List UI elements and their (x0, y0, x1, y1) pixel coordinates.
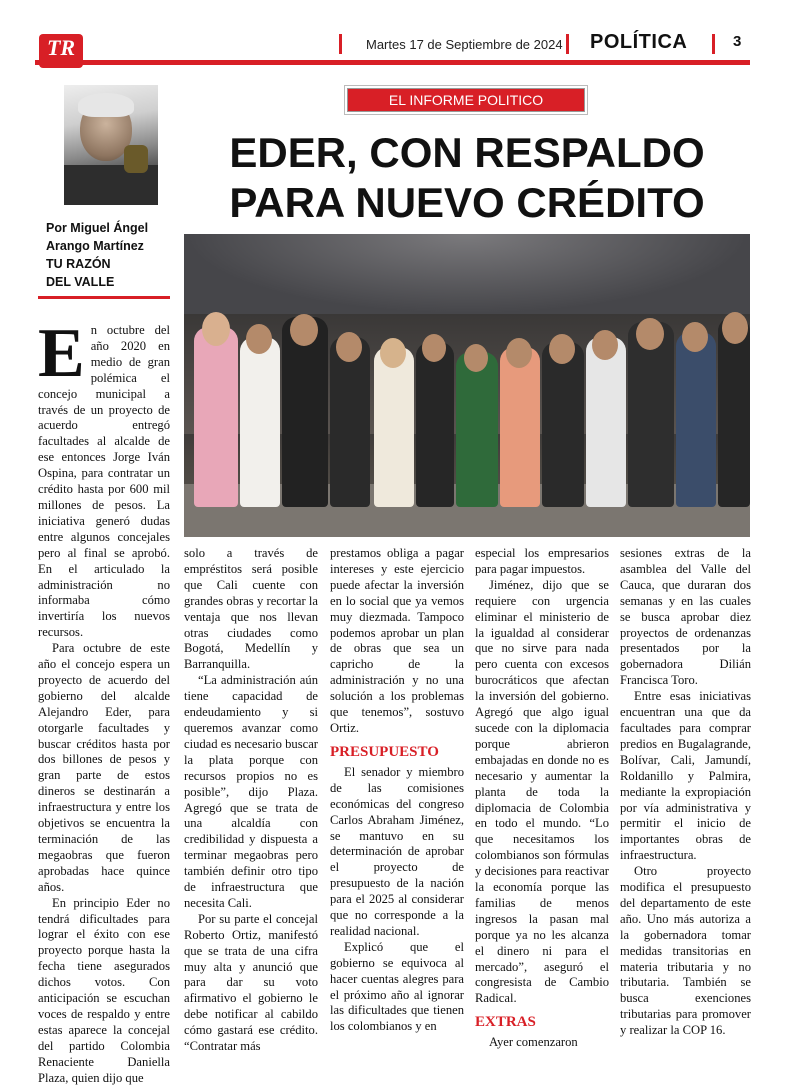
paragraph: Otro proyecto modifica el presupuesto del departamento de este año. Uno más autoriza a la gobernadora tomar medidas transitorias en materia tributaria y no tributaria. También se busca exenciones tributarias para promover y realizar la COP 16. (620, 864, 751, 1038)
paragraph: Jiménez, dijo que se requiere con urgencia eliminar el ministerio de la igualdad al considerar que no sirve para nada pero cuenta con excesos burocráticos que afectan la inversión del gobierno. Agregó que algo igual sucede con la diplomacia porque abrieron embajadas en donde no es necesario y aumentar la planta de toda la diplomacia de Colombia en todo el mundo. “Lo que necesitamos los colombianos son fórmulas y decisiones para reactivar la economía porque las familias de menos ingresos la pasan mal porque ya no les alcanza el dinero ni para el mercado”, aseguró el congresista de Cambio Radical. (475, 577, 609, 1006)
paragraph: n octubre del año 2020 en medio de gran polémica el concejo municipal a través de un proyecto de acuerdo entregó facultades al alcalde de ese entonces Jorge Iván Ospina, para contratar un crédito hasta por 600 mil millones de pesos. La iniciativa generó dudas entre algunos concejales pero al final se aprobó. En el articulado la administración no informaba cómo invertiría los nuevos recursos. (38, 323, 170, 640)
article-headline (184, 128, 750, 228)
article-column-1 (38, 315, 170, 1087)
header-divider (712, 34, 715, 54)
header-rule (35, 60, 750, 65)
paragraph: solo a través de empréstitos será posible que Cali cuente con grandes obras y recortar la ventaja que nos llevan otras ciudades como Bogotá, Medellín y Barranquilla. (184, 546, 318, 672)
paragraph: Ayer comenzaron (489, 1035, 578, 1050)
column-kicker: EL INFORME POLITICO (347, 88, 585, 112)
header-divider (339, 34, 342, 54)
paragraph: Por su parte el concejal Roberto Ortiz, manifestó que se trata de una cifra muy alta y anunció que para dar su voto afirmativo el gobierno le debe notificar al cabildo cómo gastará ese crédito. “Contratar más (184, 911, 318, 1054)
paragraph: Para octubre de este año el concejo espera un proyecto de acuerdo del gobierno del alcalde Alejandro Eder, para otorgarle facultades y buscar créditos hasta por dos billones de pesos y gran parte de estos dineros se destinarán a infraestructura y entre los objetivos se encuentra la terminación de las megaobras que fueron aprobadas hace quince años. (38, 641, 170, 894)
author-outlet-line: TU RAZÓN (46, 257, 111, 271)
author-name-line: Arango Martínez (46, 239, 144, 253)
headline-line: PARA NUEVO CRÉDITO (229, 179, 705, 226)
paragraph: sesiones extras de la asamblea del Valle del Cauca, que duraran dos semanas y en las cuales se busca aprobar diez proyectos de ordenanzas presentados por la gobernadora Dilián Francisca Toro. (620, 546, 751, 688)
subheading-presupuesto: PRESUPUESTO (330, 743, 439, 760)
author-name-line: Por Miguel Ángel (46, 221, 149, 235)
article-column-2 (184, 546, 318, 1055)
article-column-4 (475, 546, 609, 1051)
newspaper-logo[interactable]: TR (39, 34, 83, 68)
article-column-5 (620, 546, 751, 1039)
paragraph: En principio Eder no tendrá dificultades para lograr el éxito con ese proyecto porque hasta la fecha tiene asegurados dichos votos. Con anticipación se escuchan voces de respaldo y entre estas aparece la concejal del partido Colombia Renaciente Daniella Plaza, quien dijo que (38, 895, 170, 1085)
header-divider (566, 34, 569, 54)
article-photo (184, 234, 750, 537)
author-photo (64, 85, 158, 205)
headline-line: EDER, CON RESPALDO (229, 129, 705, 176)
paragraph: Entre esas iniciativas encuentran una que da facultades para comprar predios en Bugalagrande, Bolívar, Cali, Jamundí, Roldanillo y Palmira, mediante la expropiación por vía administrativa y permitir el inicio de importantes obras de infraestructura. (620, 689, 751, 863)
subheading-extras: EXTRAS (475, 1014, 536, 1031)
paragraph: Explicó que el gobierno se equivoca al hacer cuentas alegres para el próximo año al ignorar las dificultades que tienen los colombianos y en (330, 939, 464, 1034)
paragraph: “La administración aún tiene capacidad de endeudamiento y si queremos avanzar como ciudad es necesario buscar la plata porque con recursos propios no es posible”, dijo Plaza. Agregó que se trata de una alcaldía con credibilidad y dispuesta a terminar megaobras pero también definir otro tipo de infraestructura que necesita Cali. (184, 673, 318, 910)
author-byline (46, 219, 176, 291)
drop-cap: E (38, 315, 85, 392)
paragraph: especial los empresarios para pagar impuestos. (475, 546, 609, 576)
page-number: 3 (733, 33, 742, 50)
paragraph: El senador y miembro de las comisiones económicas del congreso Carlos Abraham Jiménez, se mantuvo en su determinación de aprobar el proyecto de presupuesto de la nación para el 2025 al considerar que no corresponde a la realidad nacional. (330, 764, 464, 938)
author-outlet-line: DEL VALLE (46, 275, 115, 289)
article-column-3 (330, 546, 464, 1035)
byline-rule (38, 296, 170, 299)
section-title: POLÍTICA (590, 31, 688, 53)
issue-date: Martes 17 de Septiembre de 2024 (366, 37, 563, 52)
paragraph: prestamos obliga a pagar intereses y este ejercicio puede afectar la inversión en lo social que ya vemos muy diezmada. Tampoco podemos aprobar un plan de obras que sea un capricho de la administración y no una solución a los problemas que tenemos”, sostuvo Ortiz. (330, 546, 464, 735)
